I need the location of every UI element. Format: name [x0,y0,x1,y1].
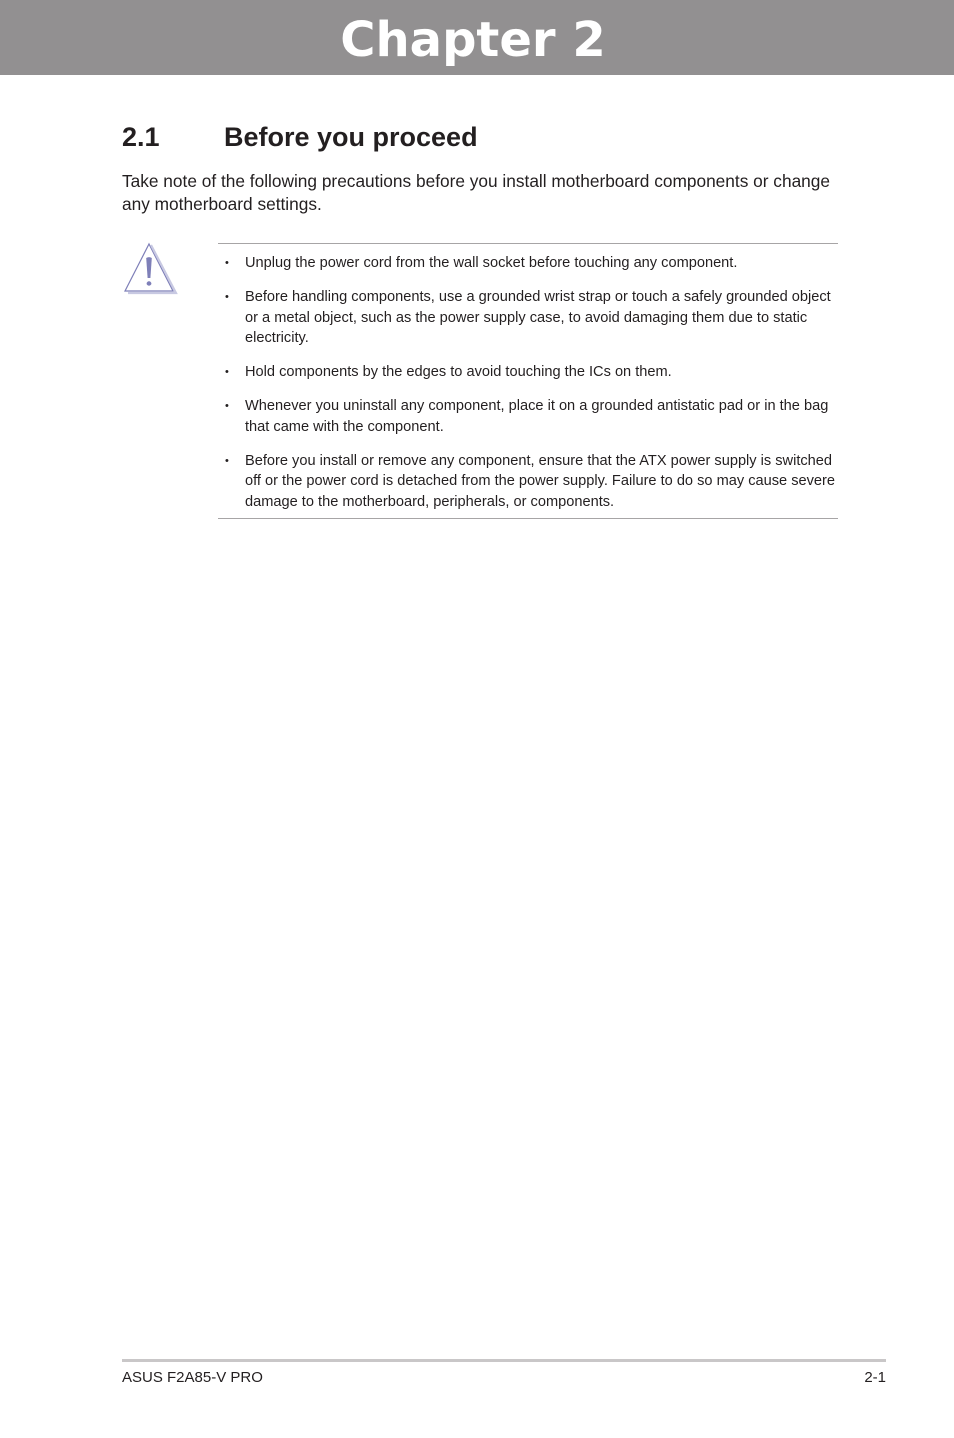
bullet-icon: • [225,366,229,378]
caution-notice-box [218,243,838,519]
chapter-banner [0,0,954,75]
bullet-icon: • [225,257,229,269]
list-item [218,253,838,274]
list-item [218,396,838,437]
precaution-list [218,253,838,526]
list-item [218,451,838,513]
bullet-icon: • [225,291,229,303]
section-title: Before you proceed [224,122,478,152]
chapter-title: Chapter 2 [340,12,606,68]
bullet-icon: • [225,400,229,412]
footer-divider [122,1359,886,1362]
section-heading [122,120,478,154]
intro-paragraph: Take note of the following precautions before you install motherboard components or change any motherboard settings. [122,171,831,214]
section-number: 2.1 [122,122,160,152]
list-item-text: Before you install or remove any component, ensure that the ATX power supply is switched off or the power cord is detached from the power supply. Failure to do so may cause severe damage to the motherboard, peripherals, or components. [245,452,835,510]
list-item [218,362,838,383]
list-item [218,287,838,349]
bullet-icon: • [225,454,229,467]
footer-product-name: ASUS F2A85-V PRO [122,1369,263,1386]
list-item-text: Unplug the power cord from the wall socket before touching any component. [245,255,738,271]
footer-page-number: 2-1 [864,1369,886,1386]
list-item-text: Whenever you uninstall any component, place it on a grounded antistatic pad or in the bag that came with the component. [245,398,829,435]
list-item-text: Hold components by the edges to avoid touching the ICs on them. [245,364,672,380]
warning-triangle-icon [122,241,178,295]
list-item-text: Before handling components, use a grounded wrist strap or touch a safely grounded object or a metal object, such as the power supply case, to avoid damaging them due to static electricity. [245,289,831,346]
